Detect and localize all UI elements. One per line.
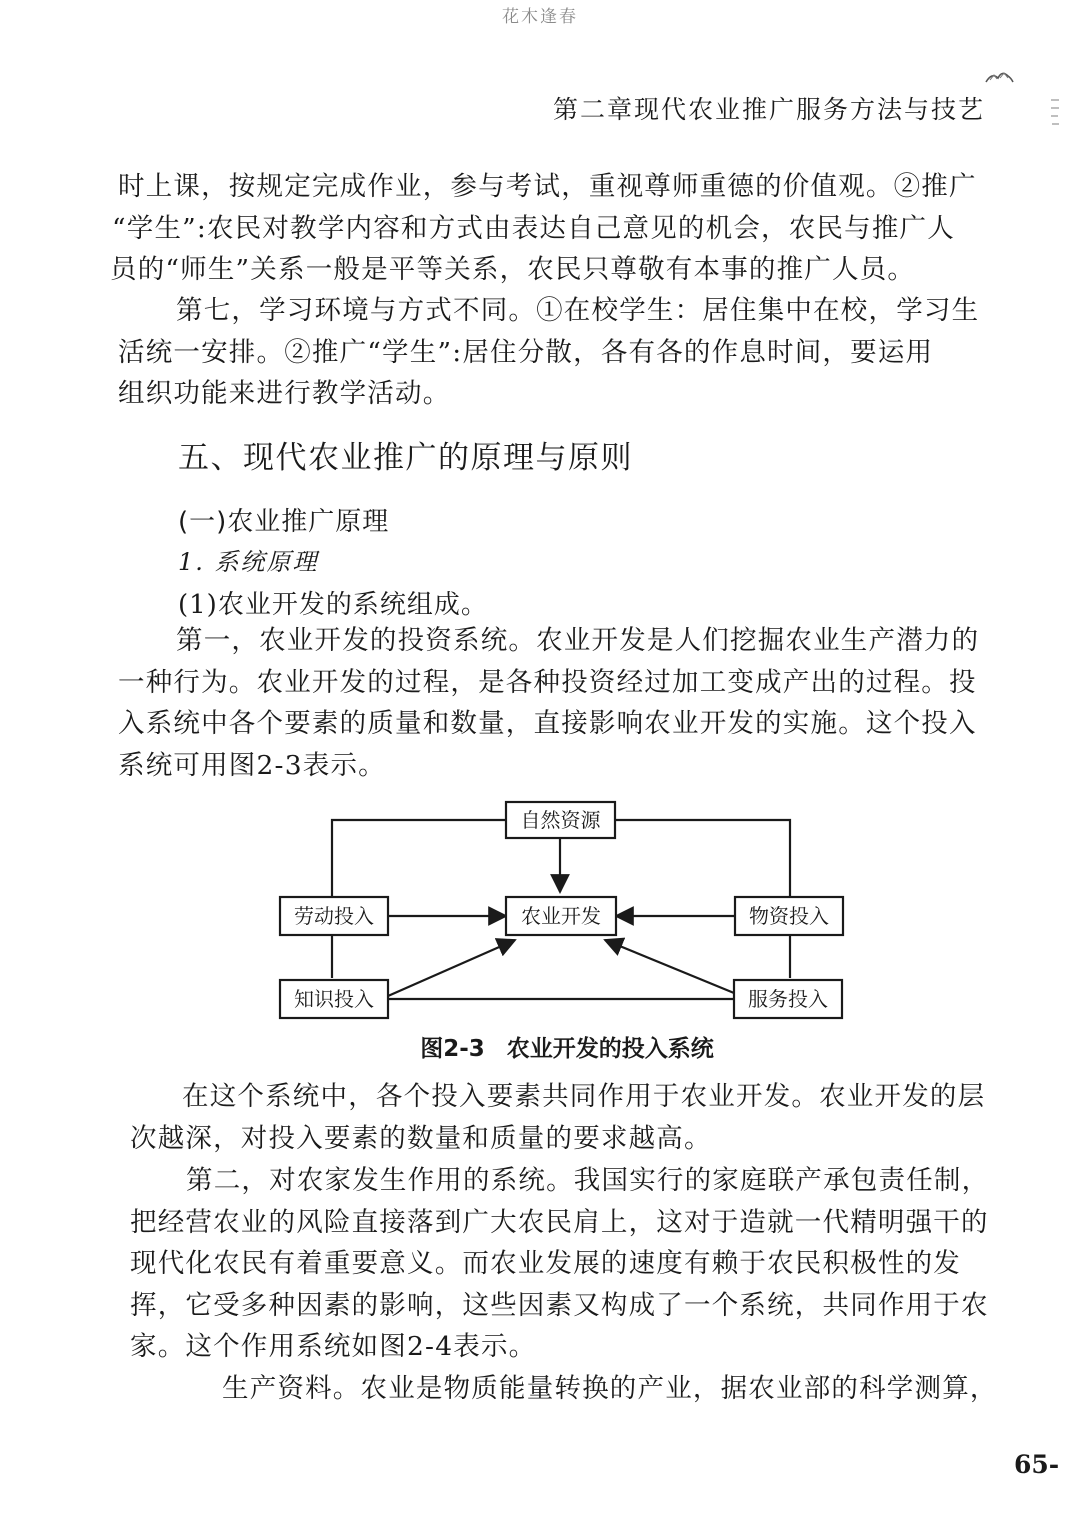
caption-text: 农业开发的投入系统 [506, 1036, 714, 1062]
text-line: 次越深，对投入要素的数量和质量的要求越高。 [130, 1122, 712, 1154]
text-line: 把经营农业的风险直接落到广大农民肩上，这对于造就一代精明强干的 [130, 1206, 989, 1238]
paragraph-4 [130, 1076, 1010, 1159]
node-label: 服务投入 [748, 987, 828, 1011]
node-label: 自然资源 [520, 808, 601, 832]
paragraph-5 [130, 1160, 1010, 1368]
text-line: 时上课，按规定完成作业，参与考试，重视尊师重德的价值观。②推广 [118, 171, 977, 202]
figure-caption [0, 1030, 1080, 1063]
subsubsection-title: 1. 系统原理 [178, 548, 319, 576]
running-header: 第二章现代农业推广服务方法与技艺 [553, 95, 986, 124]
paragraph-6 [130, 1368, 1010, 1410]
node-label: 物资投入 [749, 904, 829, 928]
caption-number: 图2-3 [420, 1036, 485, 1062]
node-label: 农业开发 [521, 904, 601, 928]
edge-natural-to-material [615, 820, 790, 896]
header-ornament-icon [984, 66, 1014, 86]
paragraph-1 [110, 166, 998, 291]
node-label: 知识投入 [294, 987, 374, 1011]
watermark: 花木逢春 [502, 7, 578, 27]
text-line: “学生”:农民对教学内容和方式由表达自己意见的机会，农民与推广人 [112, 212, 955, 244]
text-line: 挥，它受多种因素的影响，这些因素又构成了一个系统，共同作用于农 [130, 1289, 989, 1321]
edge-natural-to-labor [332, 820, 506, 896]
subsection-title: (一)农业推广原理 [178, 507, 390, 537]
text-line: 家。这个作用系统如图2-4表示。 [130, 1331, 537, 1362]
text-line: 一种行为。农业开发的过程，是各种投资经过加工变成产出的过程。投 [118, 666, 977, 698]
input-system-diagram [270, 798, 850, 1028]
node-service-input [734, 980, 842, 1018]
section-title: 五、现代农业推广的原理与原则 [178, 440, 633, 476]
text-line: 生产资料。农业是物质能量转换的产业，据农业部的科学测算， [222, 1373, 998, 1404]
text-line: 组织功能来进行教学活动。 [118, 378, 451, 409]
text-line: 第一，农业开发的投资系统。农业开发是人们挖掘农业生产潜力的 [176, 625, 980, 656]
node-knowledge-input [280, 980, 388, 1018]
header-side-mark-icon [1048, 96, 1062, 132]
text-line: 第七，学习环境与方式不同。①在校学生：居住集中在校，学习生 [176, 295, 980, 326]
text-line: 现代化农民有着重要意义。而农业发展的速度有赖于农民积极性的发 [130, 1248, 961, 1279]
text-line: 第二，对农家发生作用的系统。我国实行的家庭联产承包责任制， [186, 1165, 990, 1196]
node-labor-input [280, 897, 388, 935]
text-line: 活统一安排。②推广“学生”:居住分散，各有各的作息时间，要运用 [118, 336, 934, 368]
figure-2-3 [270, 798, 850, 1028]
text-line: 在这个系统中，各个投入要素共同作用于农业开发。农业开发的层 [182, 1081, 986, 1112]
text-line: 入系统中各个要素的质量和数量，直接影响农业开发的实施。这个投入 [118, 708, 977, 739]
paragraph-2 [118, 290, 998, 415]
text-line: 系统可用图2-3表示。 [118, 749, 386, 781]
text-line: 员的“师生”关系一般是平等关系，农民只尊敬有本事的推广人员。 [110, 254, 916, 285]
node-material-input [735, 897, 843, 935]
node-natural-resources [506, 802, 615, 838]
edge-service-to-development [605, 940, 734, 993]
node-label: 劳动投入 [294, 904, 374, 928]
item-title: (1)农业开发的系统组成。 [178, 590, 488, 620]
paragraph-3 [118, 620, 998, 786]
edge-knowledge-to-development [388, 940, 515, 996]
node-agri-development [506, 897, 616, 935]
page-number: 65- [1014, 1450, 1060, 1479]
